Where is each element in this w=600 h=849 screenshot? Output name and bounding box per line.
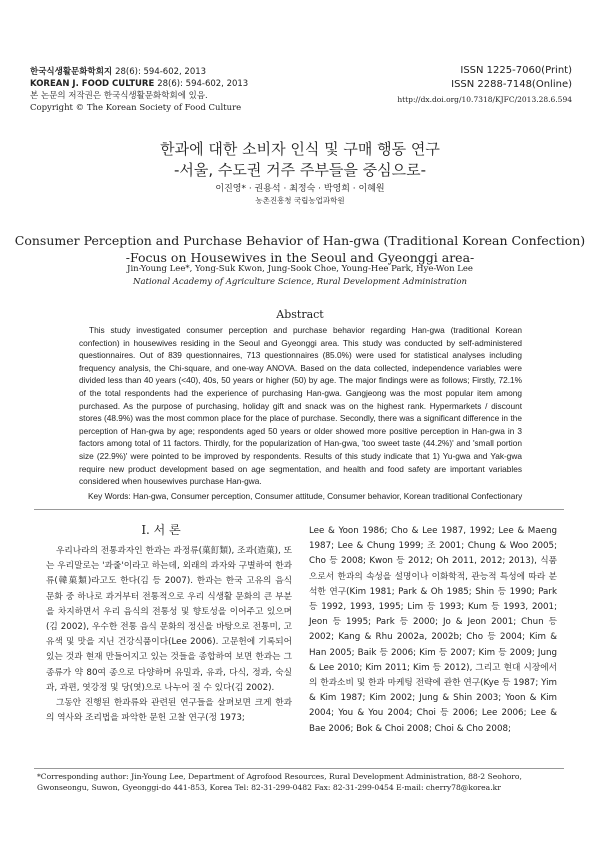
copyright: Copyright © The Korean Society of Food Culture xyxy=(30,103,242,113)
title-english xyxy=(0,232,600,266)
title-kr-line2: -서울, 수도권 거주 주부들을 중심으로- xyxy=(173,161,427,179)
doi-link[interactable]: http://dx.doi.org/10.7318/KJFC/2013.28.6.594 xyxy=(397,95,572,104)
title-en-line1: Consumer Perception and Purchase Behavior of Han-gwa (Traditional Korean Confection) xyxy=(14,233,586,248)
abstract-heading: Abstract xyxy=(276,308,324,321)
footnote-divider xyxy=(34,768,564,769)
journal-name-en: KOREAN J. FOOD CULTURE 28(6): 594-602, 2013 xyxy=(30,79,249,89)
affiliation-korean: 농촌진흥청 국립농업과학원 xyxy=(255,196,345,205)
title-en-line2: -Focus on Housewives in the Seoul and Gyeonggi area- xyxy=(125,250,475,265)
title-kr-line1: 한과에 대한 소비자 인식 및 구매 행동 연구 xyxy=(160,140,440,158)
copyright-note: 본 논문의 저작권은 한국식생활문화학회에 있음. xyxy=(30,91,208,101)
issn-online: ISSN 2288-7148(Online) xyxy=(451,79,572,90)
authors-english: Jin-Young Lee*, Yong-Suk Kwon, Jung-Sook Choe, Young-Hee Park, Hye-Won Lee xyxy=(127,264,473,274)
body-column-left xyxy=(46,544,292,726)
authors-korean: 이진영* · 권용석 · 최정숙 · 박영희 · 이혜원 xyxy=(215,184,385,194)
issn-block xyxy=(312,64,572,106)
divider xyxy=(34,509,564,510)
body-paragraph: 우리나라의 전통과자인 한과는 과정류(菓飣類), 조과(造菓), 또는 우리말로는 '과줄'이라고 하는데, 외래의 과자와 구별하여 한과류(韓菓類)라고도 한다(김 등 2007). 한과는 한국 고유의 음식 문화 중 하나로 과거부터 전통적으로 우리 식생활 문화의 큰 부분을 차지하면서 우리 음식의 전통성 및 향토성을 이어주고 있으며(김 2002), 우수한 전통 음식 문화의 정신을 바탕으로 전통미, 고유색 및 맛을 지닌 건강식품이다(Lee 2006). 고문헌에 기록되어 있는 것과 현재 만들어지고 있는 것들을 종합하여 보면 한과는 그 종류가 약 80여 종으로 다양하며 유밀과, 유과, 다식, 정과, 숙실과, 과편, 엿강정 및 당(엿)으로 나누어 질 수 있다(김 2002). xyxy=(46,546,292,693)
title-korean xyxy=(0,139,600,181)
affiliation-english: National Academy of Agriculture Science, Rural Development Administration xyxy=(133,277,467,287)
section-heading: I. 서 론 xyxy=(141,523,181,537)
body-column-right: Lee & Yoon 1986; Cho & Lee 1987, 1992; Lee & Maeng 1987; Lee & Chung 1999; 조 2001; Chung & Woo 2005; Cho 등 2008; Kwon 등 2012; Oh 2011, 2012; 2013), 식품으로서 한과의 속성을 설명이나 이화학적, 관능적 특성에 따라 분석한 연구(Kim 1981; Park & Oh 1985; Shin 등 1990; Park 등 1992, 1993, 1995; Lim 등 1993; Kum 등 1993, 2001; Jeon 등 1995; Park 등 2000; Jo & Jeon 2001; Chun 등 2002; Kang & Rhu 2002a, 2002b; Cho 등 2004; Kim & Han 2005; Baik 등 2006; Kim 등 2007; Kim 등 2009; Jung & Lee 2010; Kim 2011; Kim 등 2012), 그리고 현대 시장에서의 한과소비 및 한과 마케팅 전략에 관한 연구(Kye 등 1987; Yim & Kim 1987; Kim 2002; Jung & Shin 2003; Yoon & Kim 2004; You & You 2004; Choi 등 2006; Lee 2006; Lee & Bae 2006; Bok & Choi 2008; Choi & Cho 2008; xyxy=(309,526,557,734)
abstract-body: This study investigated consumer perception and purchase behavior regarding Han-gwa (traditional Korean confection) in housewives residing in the Seoul and Gyeonggi area. This study was conducted by self-administered questionnaires. Out of 839 questionnaires, 713 questionnaires (85.0%) were used for statistical analyses including frequency analysis, the Chi-square, and one-way ANOVA. Based on the data collected, independence variables were divided less than 40 years (<40), 40s, 50 years or higher (50) by age. The major findings were as follows; Firstly, 72.1% of the total respondents had the experience of purchasing Han-gwa. Gangjeong was the most popular item among purchased. As the purpose of purchasing, holiday gift and snack was on the highest rank. Hypermarkets / discount stores (48.9%) was the most common place for the place of purchase. Secondly, there was a significant difference in the perception of Han-gwa by age; respondents aged 50 years or older showed more positive perception in Han-gwa in 3 factors among total of 11 factors. Thirdly, for the popularization of Han-gwa, 'too sweet taste (44.2%)' and 'small portion size (22.9%)' were pointed to be improved by respondents. Results of this study indicate that 1) Yu-gwa and Yak-gwa require new product development based on age segmentation, and health and food safety are important variables considered when housewives purchase Han-gwa. xyxy=(79,325,522,487)
keywords: Key Words: Han-gwa, Consumer perception, Consumer attitude, Consumer behavior, Korean traditional Confectionary xyxy=(88,491,523,501)
journal-header xyxy=(30,66,330,114)
body-paragraph: 그동안 진행된 한과류와 관련된 연구들을 살펴보면 크게 한과의 역사와 조리법을 파악한 문헌 고찰 연구(정 1973; xyxy=(46,698,292,724)
issn-print: ISSN 1225-7060(Print) xyxy=(460,65,572,76)
corresponding-author-footnote: *Corresponding author: Jin-Young Lee, Department of Agrofood Resources, Rural Development Administration, 88-2 Seohoro, Gwonseongu, Suwon, Gyeonggi-do 441-853, Korea Tel: 82-31-299-0482 Fax: 82-31-299-0454 E-mail: cherry78@korea.kr xyxy=(37,772,522,792)
journal-name-kr: 한국식생활문화학회지 28(6): 594-602, 2013 xyxy=(30,67,207,77)
